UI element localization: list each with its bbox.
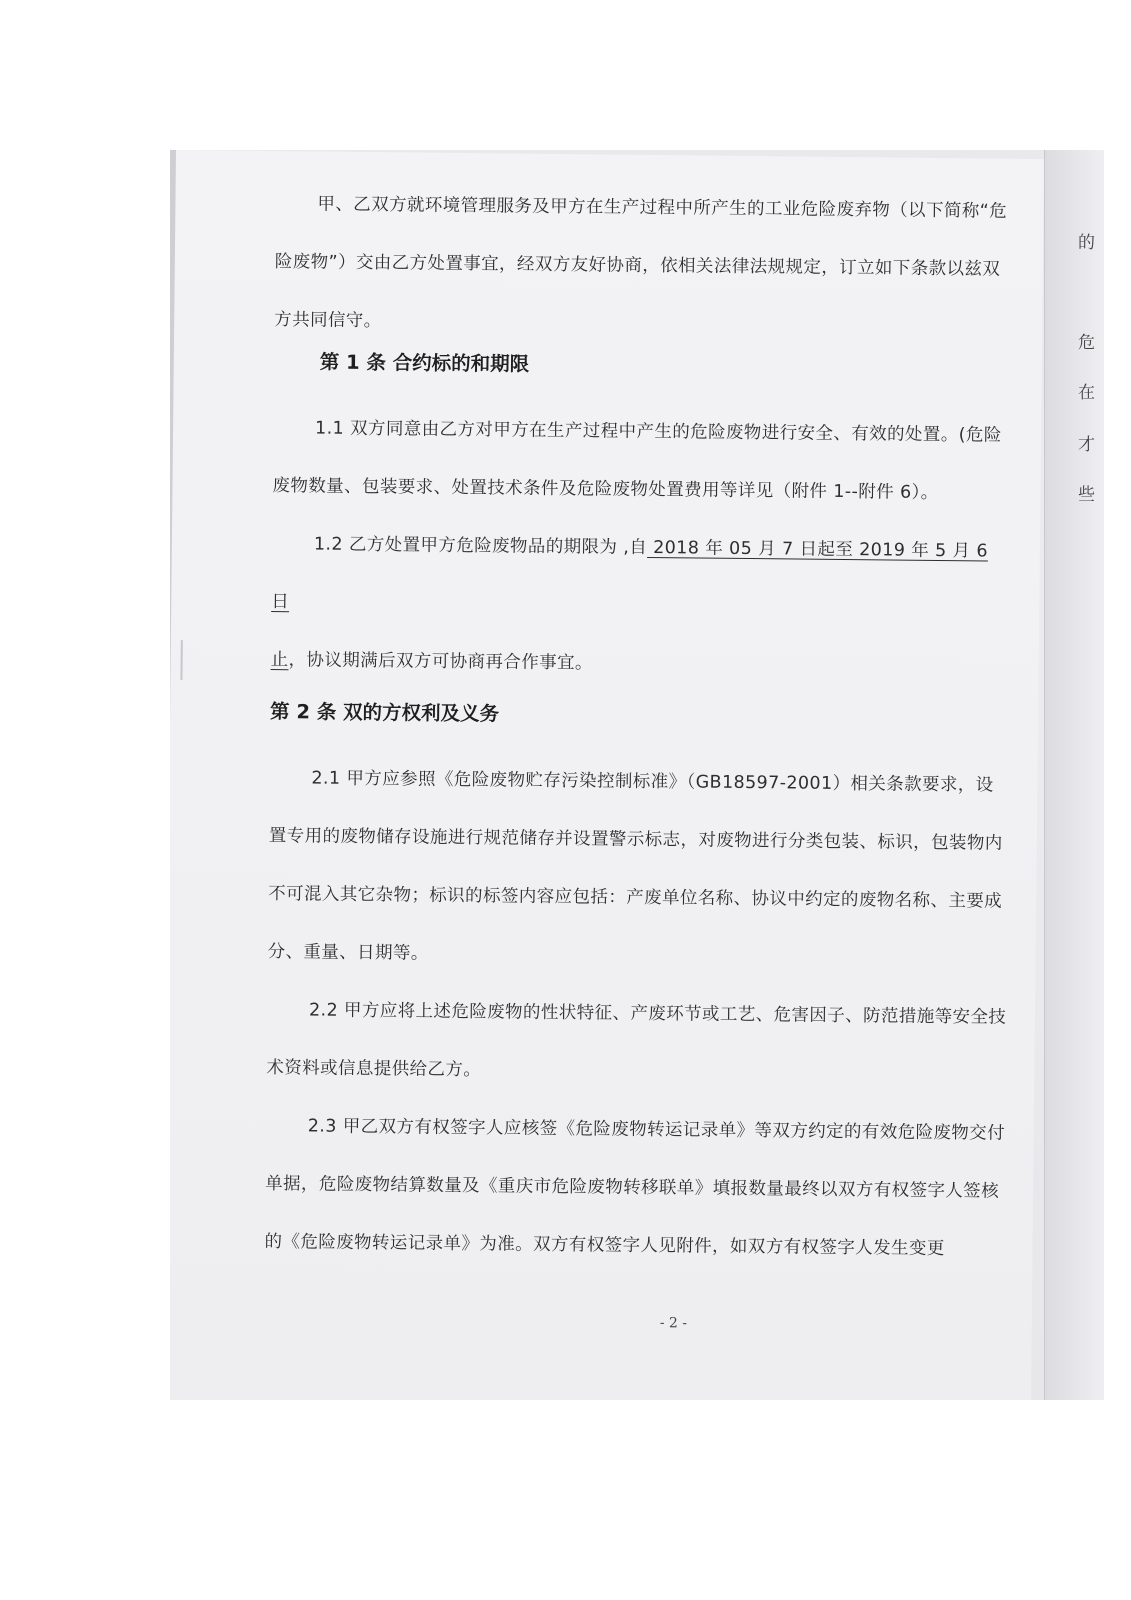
binding-mark	[170, 640, 182, 680]
clause-1-2-suffix: ，协议期满后双方可协商再合作事宜。	[288, 650, 593, 674]
edge-char: 些	[1078, 485, 1095, 505]
clause-1-2-prefix: 1.2 乙方处置甲方危险废物品的期限为 ,自	[313, 534, 648, 558]
document-page	[170, 150, 1044, 1400]
clause-1-2	[270, 515, 1012, 697]
clause-1-2-period: 2018 年 05 月 7 日起至 2019 年 5 月 6 日	[271, 537, 989, 613]
clause-1-1: 1.1 双方同意由乙方对甲方在生产过程中产生的危险废物进行安全、有效的处置。(危险废物数量、包装要求、处置技术条件及危险废物处置费用等详见（附件 1--附件 6）。	[272, 418, 1002, 504]
edge-char: 的	[1078, 233, 1095, 253]
edge-char: 才	[1078, 435, 1095, 455]
intro-paragraph: 甲、乙双方就环境管理服务及甲方在生产过程中所产生的工业危险废弃物（以下简称“危险废物”）交由乙方处置事宜，经双方友好协商，依相关法律法规规定，订立如下条款以兹双方共同信守。	[274, 194, 1008, 332]
edge-char: 在	[1078, 383, 1095, 403]
clause-2-2: 2.2 甲方应将上述危险废物的性状特征、产废环节或工艺、危害因子、防范措施等安全技术资料或信息提供给乙方。	[266, 1000, 1007, 1081]
article-1-heading: 第 1 条 合约标的和期限	[319, 350, 530, 376]
edge-char: 危	[1078, 333, 1095, 353]
document-photo	[170, 150, 1104, 1400]
article-2-heading: 第 2 条 双的方权利及义务	[270, 700, 500, 726]
clause-2-1: 2.1 甲方应参照《危险废物贮存污染控制标准》（GB18597-2001）相关条款要求，设置专用的废物储存设施进行规范储存并设置警示标志，对废物进行分类包装、标识，包装物内不可混入其它杂物；标识的标签内容应包括：产废单位名称、协议中约定的废物名称、主要成分、重量、日期等。	[267, 768, 1003, 964]
next-page-edge	[1044, 150, 1104, 1400]
clause-1-2-end: 止	[270, 650, 289, 671]
page-number: - 2 -	[659, 1315, 688, 1332]
clause-2-3: 2.3 甲乙双方有权签字人应核签《危险废物转运记录单》等双方约定的有效危险废物交付单据，危险废物结算数量及《重庆市危险废物转移联单》填报数量最终以双方有权签字人签核的《危险废物转运记录单》为准。双方有权签字人见附件，如双方有权签字人发生变更	[264, 1116, 1006, 1260]
